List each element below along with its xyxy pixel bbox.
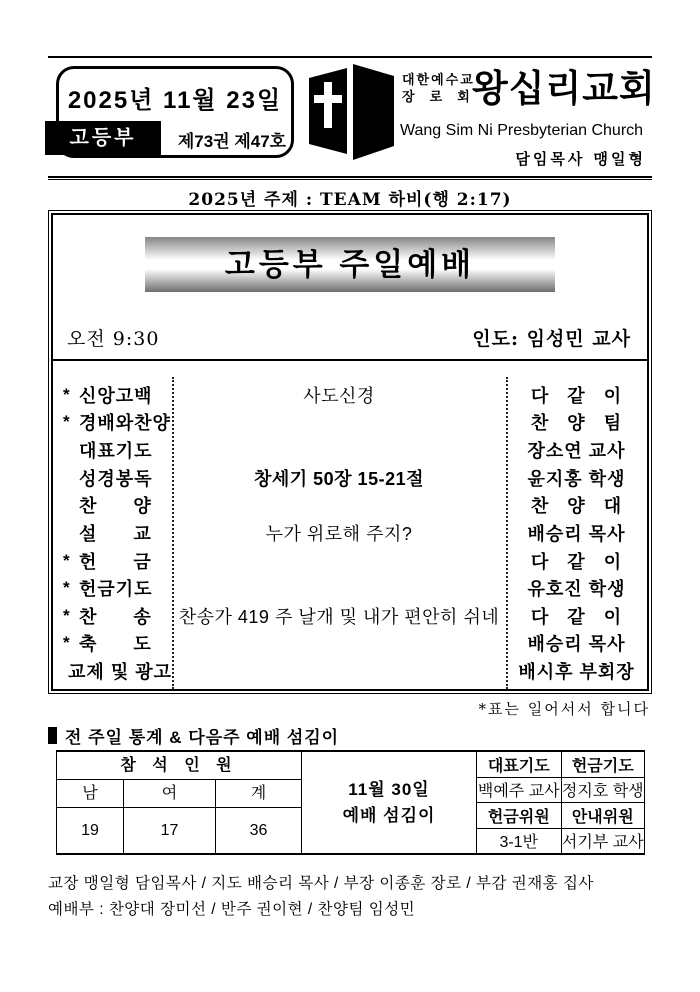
order-item: 성경봉독 — [79, 468, 153, 489]
attendance-col-male: 남 — [82, 785, 98, 802]
order-item: 헌 금 — [79, 551, 152, 572]
order-person: 다 같 이 — [530, 551, 623, 572]
attendance-female-count: 17 — [123, 808, 215, 853]
usher-committee-person: 서기부 교사 — [561, 829, 645, 854]
yearly-theme: 2025년 주제 : TEAM 하비(행 2:17) — [188, 190, 512, 210]
volume-issue: 제73권 제47호 — [177, 132, 287, 151]
order-row — [53, 630, 647, 656]
attendance-columns — [57, 780, 301, 808]
committee-header-row — [477, 802, 644, 828]
stand-marker: * — [63, 633, 70, 653]
denomination — [402, 72, 475, 106]
order-item: 대표기도 — [79, 441, 153, 462]
order-row — [53, 548, 647, 574]
worship-leader: 인도: 임성민 교사 — [472, 328, 631, 350]
stats-heading-label: 전 주일 통계 & 다음주 예배 섬김이 — [65, 728, 340, 747]
order-row — [53, 658, 647, 684]
attendance-total-count: 36 — [215, 808, 301, 853]
attendance-section — [57, 752, 301, 853]
usher-committee-label: 안내위원 — [561, 803, 645, 828]
open-door-cross-icon — [304, 62, 398, 166]
order-row — [53, 382, 647, 408]
church-name-english: Wang Sim Ni Presbyterian Church — [400, 122, 644, 139]
stats-table — [56, 750, 645, 855]
order-row — [53, 520, 647, 546]
worship-order-box — [48, 210, 652, 694]
order-separator — [53, 359, 647, 361]
order-person: 다 같 이 — [530, 606, 623, 627]
worship-title-banner: 고등부 주일예배 — [145, 237, 555, 292]
next-week-section — [301, 752, 476, 853]
next-week-label: 예배 섬김이 — [342, 805, 436, 825]
order-person: 찬 양 대 — [530, 496, 623, 517]
hymn-title: 찬송가 419 주 날개 및 내가 편안히 쉬네 — [178, 606, 500, 627]
stats-heading — [48, 723, 339, 748]
order-item: 신앙고백 — [79, 385, 153, 406]
order-person: 배시후 부회장 — [518, 662, 635, 683]
worship-order-inner — [51, 213, 649, 691]
stand-footnote: *표는 일어서서 합니다 — [478, 700, 650, 718]
order-row — [53, 465, 647, 491]
stand-marker: * — [63, 578, 70, 598]
order-content: 창세기 50장 15-21절 — [253, 468, 424, 489]
order-person: 찬 양 팀 — [530, 413, 623, 434]
denomination-line2: 장 로 회 — [402, 90, 472, 105]
staff-line2: 예배부 : 찬양대 장미선 / 반주 권이현 / 찬양팀 임성민 — [48, 901, 416, 918]
attendance-col-female: 여 — [123, 780, 215, 807]
servers-col-rep-prayer: 대표기도 — [487, 757, 550, 775]
senior-pastor: 담임목사 맹일형 — [515, 150, 646, 168]
order-item: 설 교 — [79, 523, 152, 544]
order-person: 배승리 목사 — [527, 523, 626, 544]
order-person: 장소연 교사 — [527, 441, 626, 462]
attendance-col-total: 계 — [215, 780, 301, 807]
attendance-title: 참 석 인 원 — [57, 752, 301, 780]
order-person: 배승리 목사 — [527, 634, 626, 655]
order-row — [53, 603, 647, 629]
order-person: 다 같 이 — [530, 385, 623, 406]
department-badge: 고등부 — [45, 121, 161, 155]
next-week-date: 11월 30일 — [348, 779, 430, 799]
order-row — [53, 409, 647, 435]
offering-committee-label: 헌금위원 — [487, 808, 550, 826]
staff-line1: 교장 맹일형 담임목사 / 지도 배승리 목사 / 부장 이종훈 장로 / 부감 권재홍 집사 — [48, 875, 594, 892]
stand-marker: * — [63, 384, 70, 404]
attendance-values — [57, 808, 301, 853]
offering-committee-person: 3-1반 — [499, 834, 539, 852]
servers-col-offering-prayer: 헌금기도 — [561, 752, 645, 777]
attendance-male-count: 19 — [81, 821, 99, 839]
stand-marker: * — [63, 605, 70, 625]
header — [48, 64, 656, 170]
staff-footer — [48, 871, 668, 923]
order-row — [53, 575, 647, 601]
square-bullet-icon — [48, 727, 57, 744]
order-item: 찬 송 — [79, 606, 152, 627]
sermon-title: 누가 위로해 주지? — [265, 523, 413, 544]
committee-names-row — [477, 828, 644, 854]
stand-marker: * — [63, 550, 70, 570]
order-content: 사도신경 — [303, 385, 375, 406]
order-person: 윤지홍 학생 — [527, 468, 626, 489]
header-divider — [48, 176, 652, 180]
issue-date: 2025년 11월 23일 — [67, 87, 283, 114]
order-item: 경배와찬양 — [79, 413, 171, 434]
order-item: 교제 및 광고 — [68, 662, 172, 683]
order-row — [53, 437, 647, 463]
stand-marker: * — [63, 412, 70, 432]
order-row — [53, 492, 647, 518]
worship-time: 오전 9:30 — [67, 328, 160, 350]
servers-names-row — [477, 777, 644, 803]
servers-section — [476, 752, 644, 853]
order-item: 헌금기도 — [79, 579, 153, 600]
rep-prayer-person: 백예주 교사 — [477, 783, 560, 801]
order-item: 축 도 — [79, 634, 152, 655]
order-of-worship — [53, 377, 647, 689]
offering-prayer-person: 정지호 학생 — [561, 778, 645, 803]
time-leader-row — [53, 324, 647, 351]
order-item: 찬 양 — [79, 496, 152, 517]
date-box — [56, 66, 294, 158]
church-name: 왕십리교회 — [472, 66, 656, 110]
order-person: 유호진 학생 — [527, 579, 626, 600]
servers-header-row — [477, 752, 644, 777]
denomination-line1: 대한예수교 — [402, 73, 475, 88]
